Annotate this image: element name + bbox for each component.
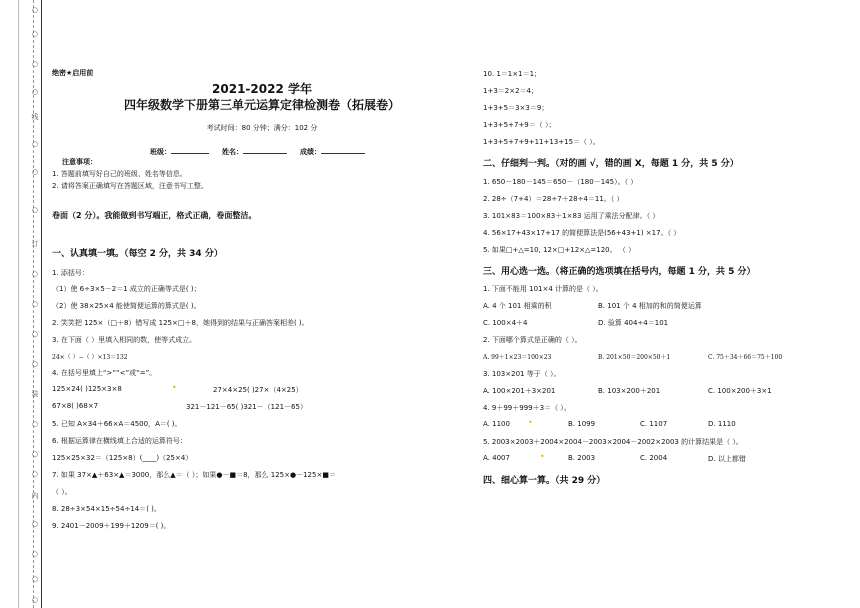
note-item: 1. 答题前填写好自己的班级、姓名等信息。 [52, 170, 187, 178]
question-text: 9. 2401－2009＋199＋1209＝( )。 [52, 522, 171, 530]
note-item: 2. 请将答案正确填写在答题区域，注意书写工整。 [52, 182, 208, 190]
question-text: 1+3+5+7+9+11+13+15＝（ ）。 [483, 138, 600, 146]
choice-option: C. 1107 [640, 420, 668, 428]
question-text: （2）使 38×25×4 能使简便运算的算式是( )。 [52, 302, 201, 310]
choice-option: A. 4007 [483, 454, 510, 462]
dot-mark: • [172, 383, 177, 392]
exam-year: 2021-2022 学年 [212, 82, 312, 96]
score-field [300, 146, 365, 157]
binding-mark: ○ [31, 88, 39, 96]
binding-mark: ○ [31, 330, 39, 338]
page-edge-line [18, 0, 19, 608]
binding-mark: ○ [31, 596, 39, 604]
choice-question: 1. 下面不能用 101×4 计算的是（ ）。 [483, 285, 603, 293]
binding-mark: ○ [31, 6, 39, 14]
handwriting-note: 卷面（2 分）。我能做到书写端正，格式正确，卷面整洁。 [52, 211, 257, 220]
judge-item: 2. 28÷（7+4）＝28÷7＋28÷4＝11。（ ） [483, 195, 624, 203]
choice-option: C. 2004 [640, 454, 668, 462]
binding-mark: ○ [31, 30, 39, 38]
choice-option: C. 100×4＋4 [483, 319, 528, 327]
question-text: 7. 如果 37×▲＋63×▲＝3000，那么▲＝（ ）；如果●－■＝8，那么 125×●－125×■＝ [52, 471, 336, 479]
choice-option: C. 75＋34＋66＝75＋100 [708, 354, 783, 361]
choice-option: A. 100×201＋3×201 [483, 387, 556, 395]
choice-option: B. 1099 [568, 420, 596, 428]
binding-mark: ○ [31, 575, 39, 583]
choice-question: 3. 103×201 等于（ ）。 [483, 370, 561, 378]
binding-mark: ○ [31, 206, 39, 214]
choice-question: 5. 2003×2003＋2004×2004－2003×2004－2002×2003 的计算结果是（ ）。 [483, 438, 743, 446]
score-blank[interactable] [321, 146, 365, 154]
question-text: 27×4×25( )27×（4×25） [213, 386, 303, 394]
question-text: 1+3+5+7+9＝（ ）； [483, 121, 556, 129]
question-text: 1+3+5＝3×3＝9； [483, 104, 549, 112]
question-text: 6. 根据运算律在横线填上合适的运算符号： [52, 437, 187, 445]
page-title: 四年级数学下册第三单元运算定律检测卷（拓展卷） [123, 98, 400, 112]
binding-solid-line [41, 0, 42, 608]
equation-text: 24×（ ）−（ ）×13＝132 [52, 354, 128, 361]
choice-option: D. 验算 404÷4＝101 [598, 319, 669, 327]
question-text: 67×8( )68×7 [52, 402, 99, 410]
question-text: 1. 添括号： [52, 269, 89, 277]
question-text: 125×25×32＝（125×8）(____)（25×4） [52, 454, 193, 462]
binding-mark: ○ [31, 60, 39, 68]
judge-item: 4. 56×17+43×17+17 的简便算法是(56+43+1) ×17。（ ） [483, 229, 681, 237]
binding-mark: ○ [31, 450, 39, 458]
question-text: 8. 28÷3×54×15÷54÷14＝( )。 [52, 505, 161, 513]
binding-mark: 订 [31, 240, 39, 248]
judge-item: 1. 650－180－145＝650－（180－145）。（ ） [483, 178, 638, 186]
choice-option: B. 2003 [568, 454, 596, 462]
secret-label: 绝密★启用前 [52, 69, 94, 77]
binding-margin-marks [30, 0, 40, 608]
section3-heading: 三、用心选一选。（将正确的选项填在括号内，每题 1 分，共 5 分） [483, 267, 756, 277]
choice-question: 2. 下面哪个算式是正确的（ ）。 [483, 336, 582, 344]
binding-mark: ○ [31, 520, 39, 528]
score-label: 成绩： [300, 148, 321, 156]
choice-option: A. 1100 [483, 420, 510, 428]
class-label: 班级： [150, 148, 171, 156]
question-text: 2. 笑笑把 125×（□＋8）错写成 125×□＋8，她得到的结果与正确答案相差( )。 [52, 319, 309, 327]
class-field [150, 146, 209, 157]
question-text: 3. 在下面（ ）里填入相同的数，使等式成立。 [52, 336, 197, 344]
binding-mark: ○ [31, 270, 39, 278]
judge-item: 3. 101×83＝100×83＋1×83 运用了乘法分配律。（ ） [483, 212, 660, 220]
question-text: （ ）。 [52, 488, 72, 496]
choice-option: D. 1110 [708, 420, 736, 428]
class-blank[interactable] [171, 146, 209, 154]
question-text: （1）使 6÷3×5－2＝1 成立的正确等式是( )； [52, 285, 201, 293]
section4-heading: 四、细心算一算。（共 29 分） [483, 476, 606, 486]
choice-option: B. 101 个 4 相加的和的简便运算 [598, 302, 702, 310]
binding-mark: ○ [31, 360, 39, 368]
question-text: 321－121－65( )321－（121－65） [186, 403, 307, 411]
section2-heading: 二、仔细判一判。（对的画 √，错的画 X，每题 1 分，共 5 分） [483, 159, 739, 169]
question-text: 125×24( )125×3×8 [52, 385, 122, 393]
name-field [222, 146, 287, 157]
choice-option: A. 99＋1×23＝100×23 [483, 354, 552, 361]
choice-option: A. 4 个 101 相乘的积 [483, 302, 552, 310]
choice-option: C. 100×200＋3×1 [708, 387, 772, 395]
binding-mark: 内 [31, 492, 39, 500]
question-text: 5. 已知 A×34＋66×A＝4500，A＝( )。 [52, 420, 182, 428]
choice-question: 4. 9＋99＋999＋3＝（ ）。 [483, 404, 571, 412]
dot-mark: • [540, 452, 545, 461]
notes-heading: 注意事项： [62, 158, 97, 166]
dot-mark: • [528, 418, 533, 427]
question-text: 10. 1＝1×1＝1； [483, 70, 542, 78]
name-blank[interactable] [243, 146, 287, 154]
binding-mark: ○ [31, 420, 39, 428]
binding-mark: ○ [31, 550, 39, 558]
choice-option: B. 103×200＋201 [598, 387, 661, 395]
judge-item: 5. 如果□+△=10, 12×□+12×△=120。 （ ） [483, 246, 636, 254]
binding-mark: ○ [31, 168, 39, 176]
choice-option: D. 以上都错 [708, 455, 746, 463]
binding-mark: ○ [31, 300, 39, 308]
binding-mark: 线 [31, 113, 39, 121]
choice-option: B. 201×50＝200×50＋1 [598, 354, 671, 361]
exam-info: 考试时间：80 分钟；满分：102 分 [206, 124, 318, 132]
name-label: 姓名： [222, 148, 243, 156]
question-text: 1+3＝2×2＝4； [483, 87, 538, 95]
question-text: 4. 在括号里填上“>”“<”或“=”。 [52, 369, 157, 377]
section1-heading: 一、认真填一填。（每空 2 分，共 34 分） [52, 249, 223, 259]
binding-mark: ○ [31, 470, 39, 478]
binding-mark: 装 [31, 390, 39, 398]
binding-mark: ○ [31, 140, 39, 148]
